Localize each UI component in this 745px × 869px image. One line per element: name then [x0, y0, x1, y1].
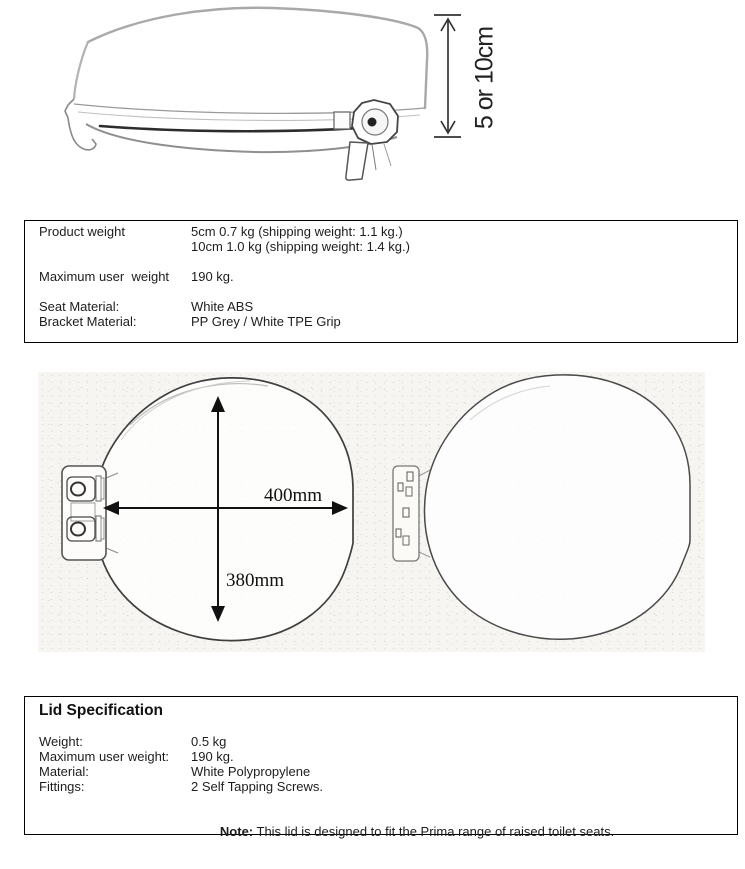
lid-row-fittings — [25, 779, 737, 794]
lid-with-dimensions-drawing — [62, 378, 353, 641]
spec-value: White Polypropylene — [191, 764, 311, 779]
spec-row-seat-material — [25, 299, 737, 314]
note-label: Note: — [219, 824, 254, 839]
row-gap — [25, 254, 737, 269]
note-text: This lid is designed to fit the Prima range of raised toilet seats. — [253, 824, 615, 839]
lid-spec-table — [24, 696, 738, 839]
spec-value: 2 Self Tapping Screws. — [191, 779, 323, 794]
spec-row-product-weight-2 — [25, 239, 737, 254]
lid-row-max-user-weight — [25, 749, 737, 764]
spec-label: Weight: — [39, 734, 83, 749]
spec-label: Maximum user weight: — [39, 749, 170, 764]
spec-value: 10cm 1.0 kg (shipping weight: 1.4 kg.) — [191, 239, 410, 254]
row-gap — [25, 284, 737, 299]
lid-note — [191, 809, 737, 854]
lid-diagram-svg — [38, 372, 705, 652]
height-dimension-arrow — [434, 15, 461, 137]
lid-top-view-scan — [38, 372, 705, 652]
lid-row-material — [25, 764, 737, 779]
height-dimension-label: 5 or 10cm — [470, 26, 499, 130]
spec-label: Material: — [39, 764, 89, 779]
hinge-bracket-sketch — [334, 100, 398, 180]
lid-spec-heading: Lid Specification — [39, 702, 164, 719]
lid-plain-drawing — [393, 375, 690, 639]
spec-label: Fittings: — [39, 779, 85, 794]
row-gap — [25, 720, 737, 734]
spec-row-max-user-weight — [25, 269, 737, 284]
spec-label: Seat Material: — [39, 299, 120, 314]
spec-value: 0.5 kg — [191, 734, 227, 749]
spec-row-bracket-material — [25, 314, 737, 329]
spec-value: PP Grey / White TPE Grip — [191, 314, 341, 329]
seat-side-view-drawing — [0, 0, 530, 200]
spec-value: 190 kg. — [191, 749, 234, 764]
spec-value: 190 kg. — [191, 269, 234, 284]
lid-row-weight — [25, 734, 737, 749]
product-spec-table — [24, 220, 738, 343]
height-dimension-label: 380mm — [226, 570, 285, 591]
spec-value: 5cm 0.7 kg (shipping weight: 1.1 kg.) — [191, 224, 403, 239]
spec-label: Maximum user weight — [39, 269, 170, 284]
spec-label: Bracket Material: — [39, 314, 137, 329]
lid-note-row — [25, 809, 737, 854]
spec-row-product-weight — [25, 224, 737, 239]
width-dimension-label: 400mm — [264, 485, 323, 506]
spec-label: Product weight — [39, 224, 125, 239]
row-gap — [25, 794, 737, 809]
spec-value: White ABS — [191, 299, 254, 314]
